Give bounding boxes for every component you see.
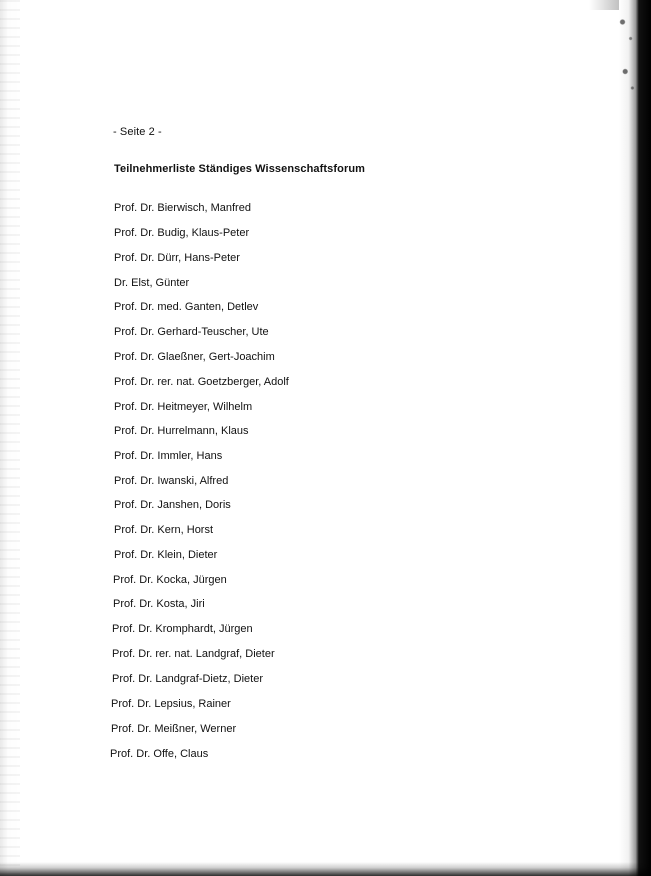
participant-item: Prof. Dr. Heitmeyer, Wilhelm: [114, 401, 253, 413]
participant-item: Prof. Dr. Janshen, Doris: [114, 499, 231, 511]
participant-item: Prof. Dr. Glaeßner, Gert-Joachim: [114, 351, 275, 363]
participant-item: Prof. Dr. Iwanski, Alfred: [114, 475, 229, 487]
participant-item: Prof. Dr. Hurrelmann, Klaus: [114, 425, 249, 437]
participant-item: Prof. Dr. Lepsius, Rainer: [111, 698, 231, 710]
participant-item: Prof. Dr. Gerhard-Teuscher, Ute: [114, 326, 269, 338]
participant-item: Prof. Dr. rer. nat. Landgraf, Dieter: [112, 648, 275, 660]
participant-item: Prof. Dr. Bierwisch, Manfred: [114, 202, 251, 214]
document-title: Teilnehmerliste Ständiges Wissenschaftsforum: [114, 163, 366, 175]
participant-item: Prof. Dr. rer. nat. Goetzberger, Adolf: [114, 376, 289, 388]
participant-item: Prof. Dr. Offe, Claus: [110, 748, 209, 760]
participant-item: Prof. Dr. Dürr, Hans-Peter: [114, 252, 240, 264]
participant-item: Prof. Dr. Kern, Horst: [114, 524, 214, 536]
participant-item: Prof. Dr. med. Ganten, Detlev: [114, 301, 259, 313]
participant-item: Prof. Dr. Budig, Klaus-Peter: [114, 227, 250, 239]
participant-item: Prof. Dr. Meißner, Werner: [111, 723, 237, 735]
participant-item: Prof. Dr. Immler, Hans: [114, 450, 223, 462]
participant-item: Dr. Elst, Günter: [114, 277, 190, 289]
participant-item: Prof. Dr. Kocka, Jürgen: [113, 574, 227, 586]
participant-item: Prof. Dr. Kromphardt, Jürgen: [112, 623, 253, 635]
participant-item: Prof. Dr. Landgraf-Dietz, Dieter: [112, 673, 264, 685]
page-number: - Seite 2 -: [113, 126, 162, 138]
participant-item: Prof. Dr. Kosta, Jiri: [113, 598, 205, 610]
participant-item: Prof. Dr. Klein, Dieter: [114, 549, 218, 561]
